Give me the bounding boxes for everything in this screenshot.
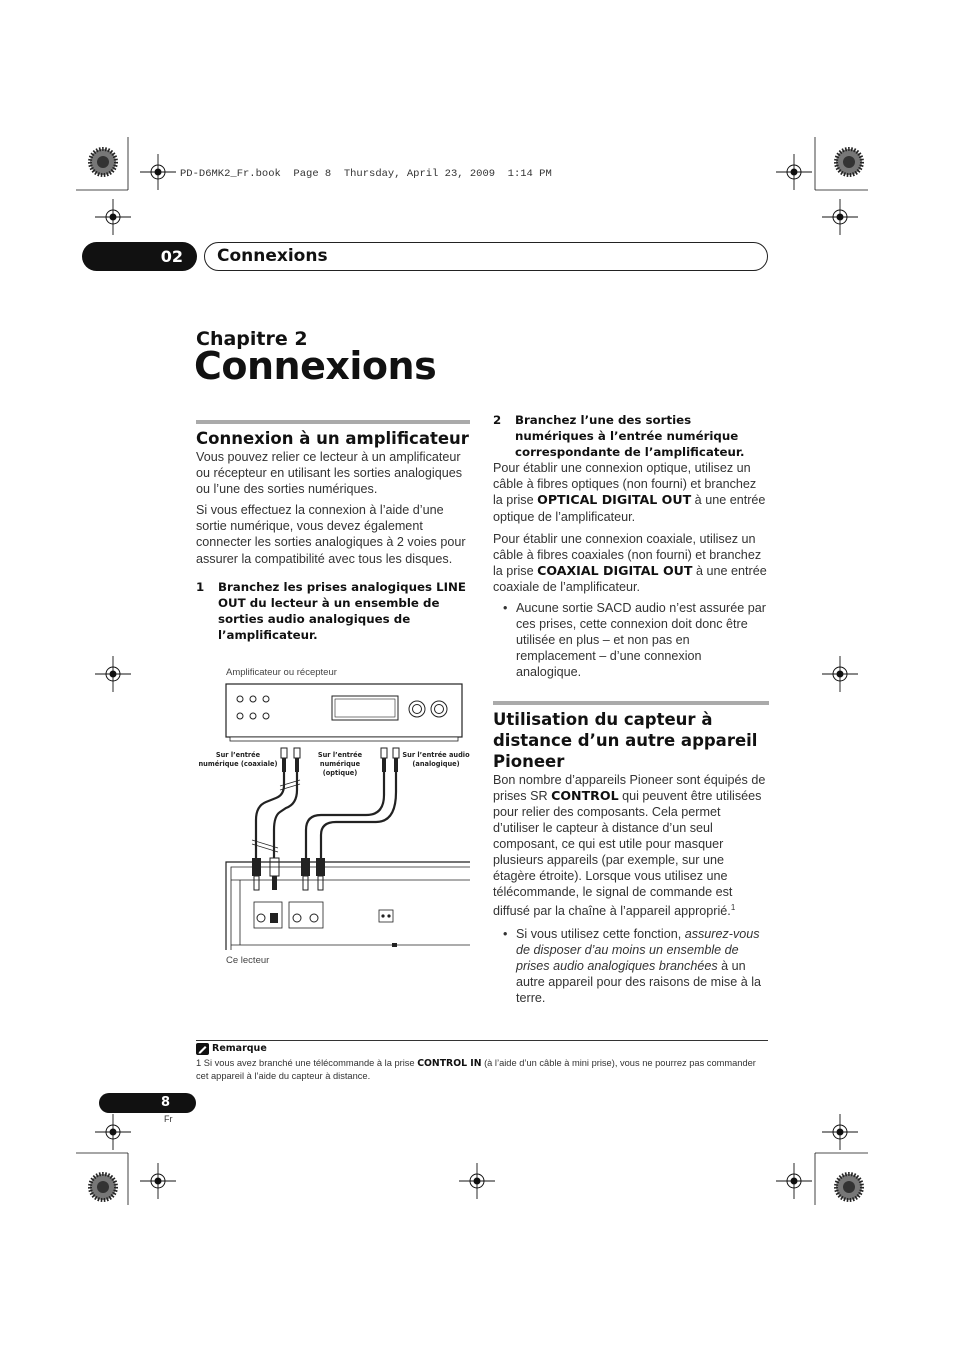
registration-mark-icon xyxy=(95,199,131,235)
left-column xyxy=(196,420,470,643)
jack-name: CONTROL IN xyxy=(417,1058,482,1069)
paragraph-coaxial: Pour établir une connexion coaxiale, utilisez un câble à fibres coaxiales (non fourni) et branchez la prise COAXIAL DIGITAL OUT à une entrée coaxiale de l’amplificateur. xyxy=(493,531,767,594)
print-header: PD-D6MK2_Fr.book Page 8 Thursday, April 23, 2009 1:14 PM xyxy=(180,168,552,180)
registration-mark-icon xyxy=(776,154,812,190)
registration-mark-icon xyxy=(95,656,131,692)
registration-mark-icon xyxy=(95,1114,131,1150)
step-text: Branchez les prises analogiques LINE OUT du lecteur à un ensemble de sorties audio analogiques de l’amplificateur. xyxy=(218,579,466,642)
step-number: 2 xyxy=(493,413,502,427)
registration-mark-icon xyxy=(459,1163,495,1199)
bullet-symbol: • xyxy=(503,926,508,941)
registration-mark-icon xyxy=(822,1114,858,1150)
label-coaxial-input: Sur l’entrée numérique (coaxiale) xyxy=(198,751,278,768)
amplifier-label: Amplificateur ou récepteur xyxy=(226,667,337,678)
jack-name: OPTICAL DIGITAL OUT xyxy=(537,492,692,508)
paragraph-sr-control: Bon nombre d’appareils Pioneer sont équipés de prises SR CONTROL qui peuvent être utilisées pour relier des composants. Cela permet d’utiliser le capteur à distance d’un seul composant, ce qui est utile pour masquer plusieurs appareils (par exemple, sur une étagère étroite). Lorsque vous utilisez une télécommande, le signal de commande est diffusé par la chaîne à l’appareil approprié.$^1$ xyxy=(493,772,766,919)
step-number: 1 xyxy=(196,579,205,594)
registration-mark-icon xyxy=(822,656,858,692)
registration-mark-icon xyxy=(822,199,858,235)
bullet-symbol: • xyxy=(503,601,508,616)
pencil-note-icon xyxy=(196,1043,209,1055)
registration-mark-icon xyxy=(140,1163,176,1199)
registration-star-icon xyxy=(836,149,862,175)
player-label: Ce lecteur xyxy=(226,955,270,966)
page-number: 8 xyxy=(99,1093,196,1113)
registration-star-icon xyxy=(90,1174,116,1200)
paragraph: Si vous effectuez la connexion à l’aide d’une sortie numérique, vous devez également connecter les sorties analogiques à 2 voies pour assurer la compatibilité avec tous les disques. xyxy=(196,503,466,566)
chapter-label: Chapitre 2 xyxy=(196,328,308,350)
bullet-item: • Aucune sortie SACD audio n’est assurée par ces prises, cette connexion doit donc être utilisée en plus – et non pas en remplacement – d’une connexion analogique. xyxy=(503,601,766,680)
player-illustration xyxy=(226,862,470,950)
chapter-tab-title: Connexions xyxy=(204,242,768,271)
registration-star-icon xyxy=(90,149,116,175)
registration-mark-icon xyxy=(140,154,176,190)
note-text: 1 Si vous avez branché une télécommande à la prise CONTROL IN (à l’aide d’un câble à mini prise), vous ne pourrez pas commander cet appareil à l’aide du capteur à distance. xyxy=(196,1058,756,1081)
registration-mark-icon xyxy=(776,1163,812,1199)
jack-name: CONTROL xyxy=(551,787,619,803)
cable-connectors-top xyxy=(281,748,399,772)
label-analog-input: Sur l’entrée audio (analogique) xyxy=(402,751,470,768)
step-1 xyxy=(196,579,470,643)
jack-name: COAXIAL DIGITAL OUT xyxy=(537,562,693,578)
section-heading-amplifier: Connexion à un amplificateur xyxy=(196,420,470,449)
cable-connectors-bottom xyxy=(252,858,325,890)
paragraph: Vous pouvez relier ce lecteur à un amplificateur ou récepteur en utilisant les sorties analogiques ou l’une des sorties numériques. xyxy=(196,450,463,497)
note-box xyxy=(196,1043,768,1082)
registration-star-icon xyxy=(836,1174,862,1200)
paragraph-optical: Pour établir une connexion optique, utilisez un câble à fibres optiques (non fourni) et branchez la prise OPTICAL DIGITAL OUT à une entrée optique de l’amplificateur. xyxy=(493,461,766,524)
footnote-ref: 1 xyxy=(730,903,736,913)
label-optical-input: Sur l’entrée numérique (optique) xyxy=(317,751,363,777)
bullet-item: • Si vous utilisez cette fonction, assurez-vous de disposer d’au moins un ensemble de prises audio analogiques branchées à un autre appareil pour des raisons de mise à la terre. xyxy=(503,926,762,1005)
step-text: Branchez l’une des sorties numériques à l’entrée numérique correspondante de l’amplificateur. xyxy=(515,413,745,460)
right-column xyxy=(493,412,769,1006)
note-title: Remarque xyxy=(212,1043,267,1054)
step-2 xyxy=(493,412,769,460)
language-code: Fr xyxy=(164,1114,173,1124)
note-divider xyxy=(196,1040,768,1041)
page-title: Connexions xyxy=(194,344,437,388)
chapter-number-badge: 02 xyxy=(82,242,197,271)
connection-diagram xyxy=(196,680,470,952)
section-heading-remote-sensor: Utilisation du capteur à distance d’un autre appareil Pioneer xyxy=(493,701,769,772)
amplifier-illustration xyxy=(226,684,462,741)
